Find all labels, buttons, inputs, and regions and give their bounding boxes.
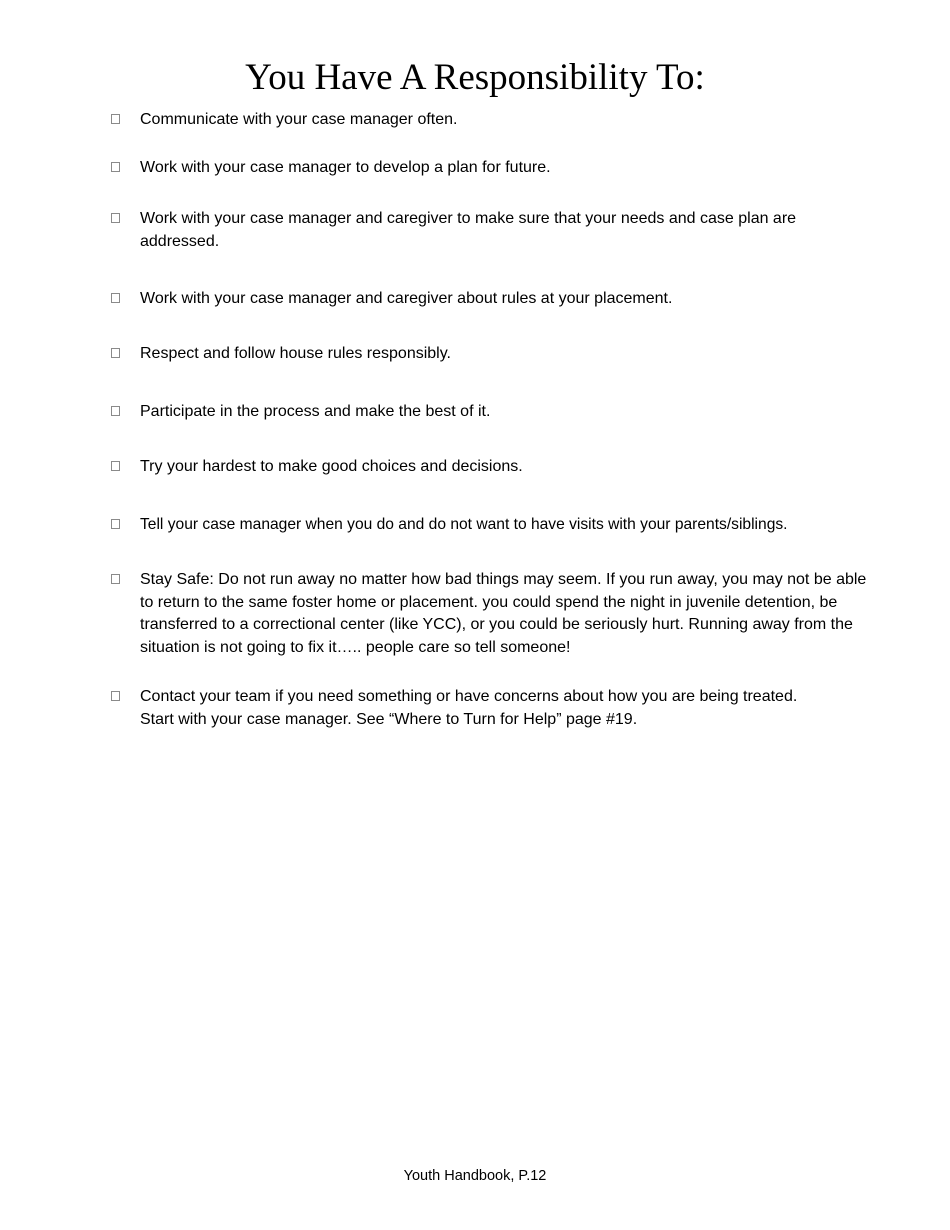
checkbox-bullet-icon xyxy=(111,691,120,701)
checkbox-bullet-icon xyxy=(111,162,120,172)
list-item-text: Respect and follow house rules responsibly. xyxy=(140,345,451,362)
list-item-text: Contact your team if you need something or have concerns about how you are being treated. Start with your case manager. See “Where to Turn for Help” page #19. xyxy=(140,688,798,728)
checkbox-bullet-icon xyxy=(111,406,120,416)
checkbox-bullet-icon xyxy=(111,293,120,303)
checkbox-bullet-icon xyxy=(111,348,120,358)
list-item-text: Participate in the process and make the best of it. xyxy=(140,403,491,420)
checkbox-bullet-icon xyxy=(111,574,120,584)
checkbox-bullet-icon xyxy=(111,461,120,471)
list-item-text: Work with your case manager and caregiver to make sure that your needs and case plan are addressed. xyxy=(140,210,797,250)
checkbox-bullet-icon xyxy=(111,213,120,223)
list-item-text: Work with your case manager to develop a plan for future. xyxy=(140,159,551,176)
page-title: You Have A Responsibility To: xyxy=(245,57,705,98)
list-item-text: Communicate with your case manager often. xyxy=(140,111,458,128)
checkbox-bullet-icon xyxy=(111,519,120,529)
list-item-text: Work with your case manager and caregiver about rules at your placement. xyxy=(140,290,673,307)
page-footer: Youth Handbook, P.12 xyxy=(403,1168,547,1184)
list-item-text: Tell your case manager when you do and do not want to have visits with your parents/siblings. xyxy=(140,516,788,533)
checkbox-bullet-icon xyxy=(111,114,120,124)
list-item-text: Stay Safe: Do not run away no matter how bad things may seem. If you run away, you may not be able to return to the same foster home or placement. you could spend the night in juvenile detention, be transferred to a correctional center (like YCC), or you could be seriously hurt. Running away from the situation is not going to fix it….. people care so tell someone! xyxy=(140,571,867,656)
list-item-text: Try your hardest to make good choices and decisions. xyxy=(140,458,523,475)
